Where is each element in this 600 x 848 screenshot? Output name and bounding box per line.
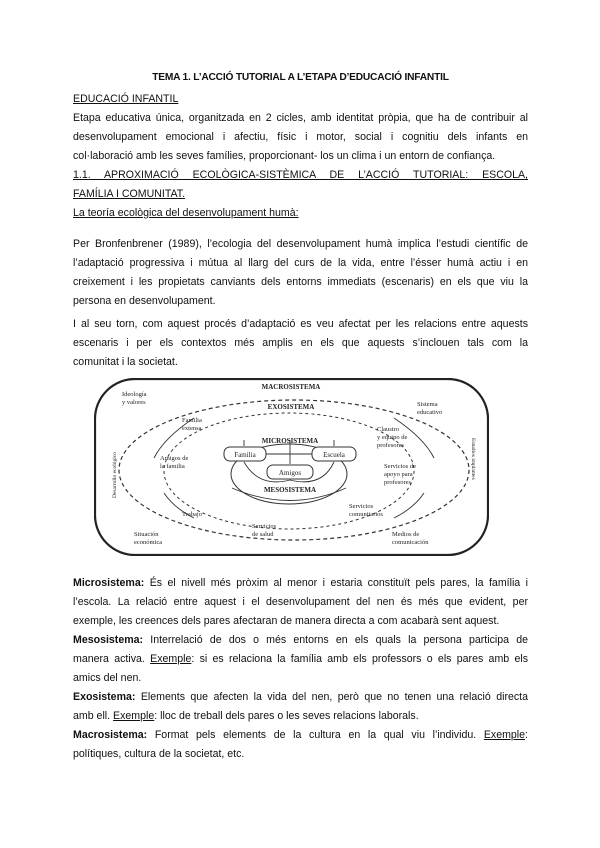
text-line: Per Bronfenbrener (1989), l’ecologia del desenvolupament humà implica l’estudi científic de — [73, 238, 528, 250]
label-line: profesores — [384, 479, 412, 486]
label-line: Ideología — [122, 391, 147, 398]
text-line: l’adaptació progressiva i mútua al llarg del curs de la vida, entre l’ésser humà actiu i en — [73, 257, 528, 269]
ecological-model-diagram — [94, 378, 489, 556]
label-line: económica — [134, 539, 163, 546]
label-ideologia — [122, 391, 148, 406]
term-microsistema: Microsistema: — [73, 577, 145, 589]
definition-macrosistema — [73, 726, 528, 764]
text-line: creixement i les propietats canviants dels entorns immediats (escenaris) en els que viu la — [73, 276, 528, 288]
label-line: profesores — [377, 442, 405, 449]
label-line: Familia — [182, 417, 202, 424]
label-line: educativo — [417, 409, 443, 416]
paragraph-adaptation — [73, 315, 528, 372]
label-trabajo: Trabajo — [182, 511, 202, 518]
label-line: apoyo para — [384, 471, 413, 478]
text-line: És el nivell més pròxim al menor i estaria constituït pels pares, la família i — [144, 577, 528, 589]
text-line: comunitat i la societat. — [73, 356, 178, 368]
label-line: Servicios de — [384, 463, 416, 470]
text-segment: : si es relaciona la família amb els professors o els pares amb els — [191, 653, 528, 665]
section-heading: 1.1. APROXIMACIÓ ECOLÒGICA-SISTÈMICA DE L’ACCIÓ TUTORIAL: ESCOLA, — [73, 169, 528, 181]
text-line: escenaris i per els contextos més amplis en els que aquests s’inclouen tals com la — [73, 337, 528, 349]
text-line: amics del nen. — [73, 672, 142, 684]
text-segment: amb ell. — [73, 710, 114, 722]
label-line: comunitarios — [349, 511, 383, 518]
term-mesosistema: Mesosistema: — [73, 634, 144, 646]
label-line: y equipo de — [377, 434, 408, 441]
section-educacio-infantil — [73, 90, 528, 223]
text-line: persona en desenvolupament. — [73, 295, 216, 307]
text-line: exemple, les creences dels pares afectaran de manera directa a com acabarà sent aquest. — [73, 615, 500, 627]
paragraph-bronfenbrenner — [73, 235, 528, 311]
label-line: de salud — [252, 531, 274, 538]
label-exosistema: EXOSISTEMA — [267, 403, 315, 411]
label-estudios-implantes: Estudios implantes — [470, 438, 476, 480]
label-familia-extensa — [182, 417, 203, 432]
section-heading: FAMÍLIA I COMUNITAT. — [73, 188, 186, 200]
label-microsistema: MICROSISTEMA — [261, 437, 319, 445]
example-label: Exemple — [113, 710, 155, 722]
label-line: Servicios — [252, 523, 277, 530]
label-line: y valores — [122, 399, 146, 406]
label-sistema-educativo — [417, 401, 442, 416]
term-exosistema: Exosistema: — [73, 691, 136, 703]
label-line: Servicios — [349, 503, 374, 510]
text-segment: : lloc de treball dels pares o les seves relacions laborals. — [154, 710, 419, 722]
label-macrosistema: MACROSISTEMA — [261, 383, 321, 391]
label-desarrollo-ecologico: Desarrollo ecológico — [112, 452, 118, 498]
text-line: col·laboració amb les seves famílies, proporcionant- los un clima i un entorn de confiança. — [73, 150, 496, 162]
definition-microsistema — [73, 574, 528, 631]
label-line: Claustro — [377, 426, 400, 433]
label-line: extensa — [182, 425, 202, 432]
text-line: Elements que afecten la vida del nen, però que no tenen una relació directa — [135, 691, 528, 703]
label-mesosistema: MESOSISTEMA — [263, 486, 317, 494]
label-line: Situación — [134, 531, 159, 538]
label-familia: Familia — [234, 451, 256, 459]
definition-exosistema — [73, 688, 528, 726]
label-line: Amigos de — [160, 455, 189, 462]
label-line: Sistema — [417, 401, 438, 408]
label-line: la familia — [160, 463, 185, 470]
label-escuela: Escuela — [323, 451, 345, 459]
text-line: polítiques, cultura de la societat, etc. — [73, 748, 245, 760]
text-line: desenvolupament emocional i afectiu, físic i motor, social i cognitiu dels infants en — [73, 131, 528, 143]
label-line: comunicación — [392, 539, 429, 546]
term-macrosistema: Macrosistema: — [73, 729, 148, 741]
label-situacion — [134, 531, 162, 546]
label-amigos: Amigos — [278, 469, 302, 477]
text-segment: Format pels elements de la cultura en la qual viu l’individu. — [147, 729, 484, 741]
section-heading: EDUCACIÓ INFANTIL — [73, 93, 179, 105]
definitions-list — [73, 574, 528, 764]
subheading: La teoría ecològica del desenvolupament humà: — [73, 207, 299, 219]
text-segment: manera activa. — [73, 653, 151, 665]
example-label: Exemple — [150, 653, 192, 665]
label-line: Medios de — [392, 531, 420, 538]
text-line: Interrelació de dos o més entorns en els quals la persona participa de — [143, 634, 528, 646]
text-segment: : — [525, 729, 528, 741]
document-title: TEMA 1. L’ACCIÓ TUTORIAL A L’ETAPA D’EDUCACIÓ INFANTIL — [152, 72, 449, 83]
text-line: Etapa educativa única, organitzada en 2 cicles, amb identitat pròpia, que ha de contribuir al — [73, 112, 528, 124]
definition-mesosistema — [73, 631, 528, 688]
text-line: l’escola. La relació entre aquest i el desenvolupament del nen és més que evident, per — [73, 596, 528, 608]
text-line: I al seu torn, com aquest procés d’adaptació es veu afectat per les relacions entre aquests — [73, 318, 528, 330]
example-label: Exemple — [483, 729, 526, 741]
